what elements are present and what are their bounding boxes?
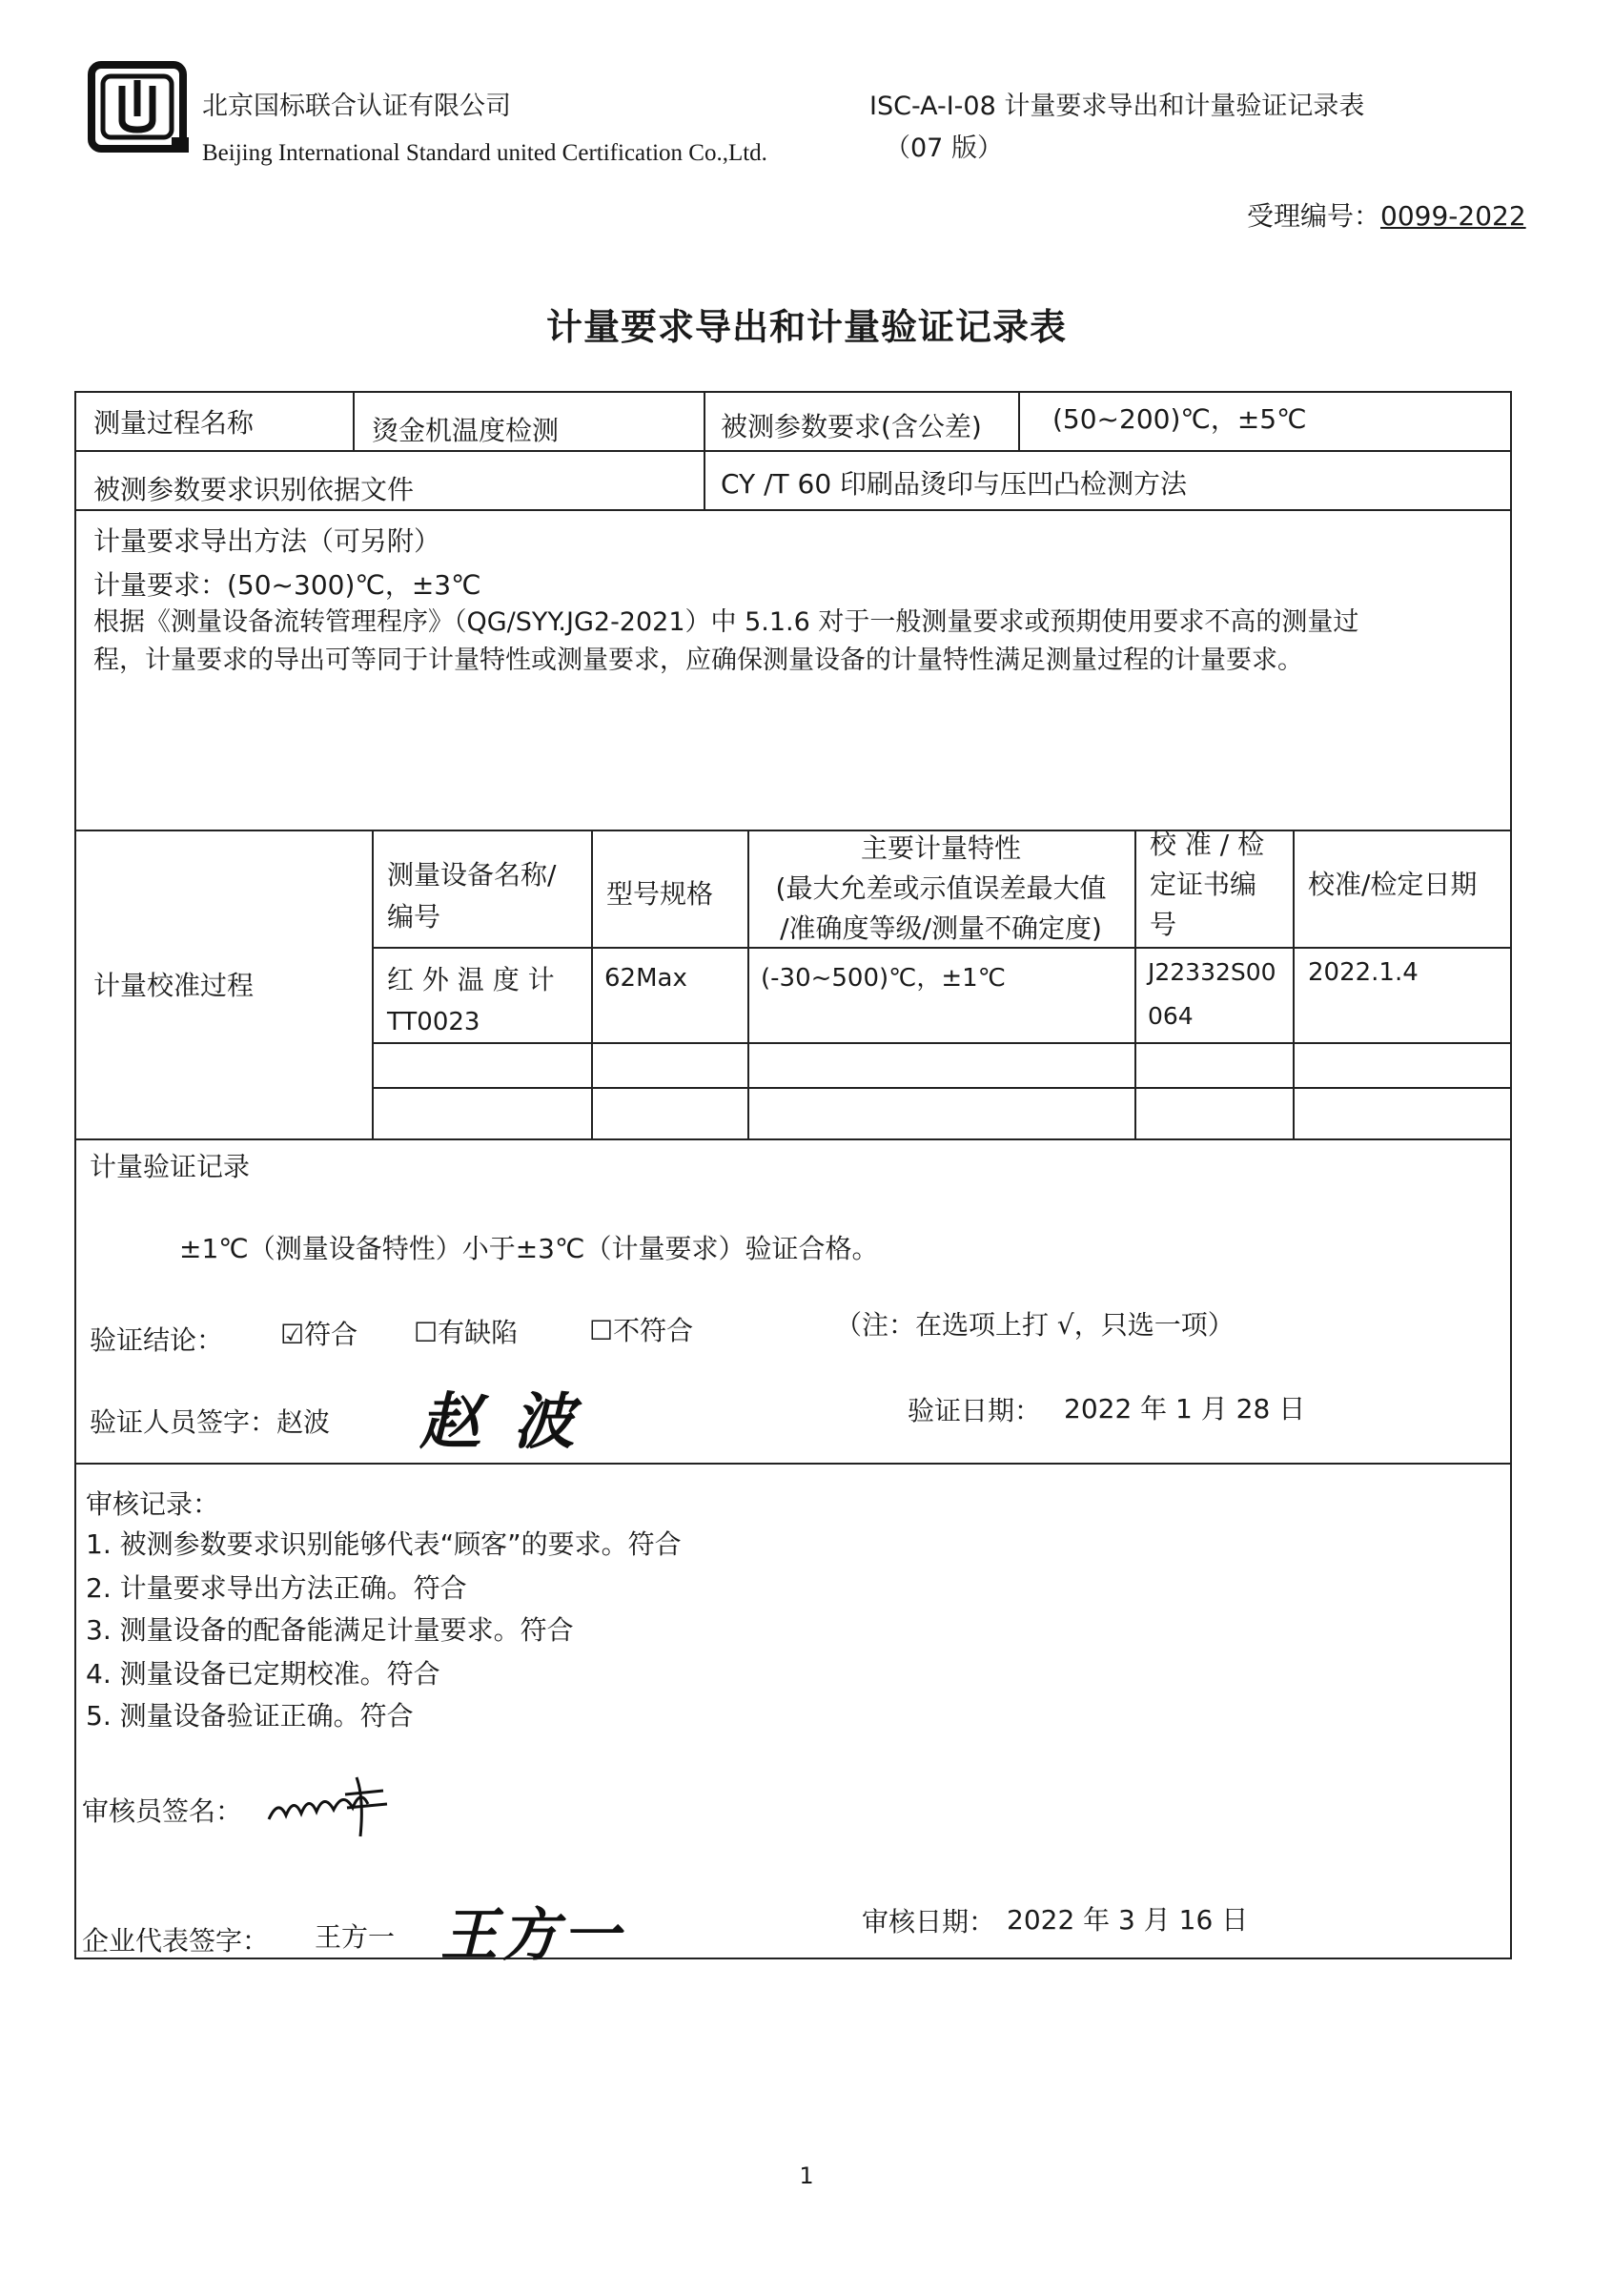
row-divider bbox=[74, 450, 1512, 452]
acceptance-number bbox=[1247, 198, 1526, 235]
representative-name: 王方一 bbox=[315, 1921, 396, 1953]
param-requirement-label: 被测参数要求(含公差) bbox=[721, 411, 982, 442]
row-divider bbox=[372, 1087, 1512, 1089]
row-divider bbox=[74, 1138, 1512, 1140]
derivation-requirement: 计量要求：(50~300)℃，±3℃ bbox=[93, 569, 481, 601]
param-requirement-value: (50~200)℃，±5℃ bbox=[1052, 403, 1307, 435]
selection-note: （注：在选项上打 √，只选一项） bbox=[835, 1309, 1235, 1341]
calibration-section-label: 计量校准过程 bbox=[93, 970, 255, 1001]
review-item: 1. 被测参数要求识别能够代表“顾客”的要求。符合 bbox=[86, 1528, 682, 1560]
acceptance-number-value: 0099-2022 bbox=[1380, 200, 1526, 232]
isc-logo-icon bbox=[88, 61, 191, 156]
auditor-signature bbox=[265, 1770, 398, 1850]
characteristics-header-line3: /准确度等级/测量不确定度) bbox=[780, 912, 1102, 944]
company-name-cn: 北京国标联合认证有限公司 bbox=[202, 92, 511, 121]
verification-heading: 计量验证记录 bbox=[90, 1151, 251, 1182]
review-item: 2. 计量要求导出方法正确。符合 bbox=[86, 1572, 467, 1604]
certificate-header-line2: 定证书编 bbox=[1150, 869, 1257, 900]
page-number: 1 bbox=[799, 2163, 814, 2189]
conclusion-label: 验证结论： bbox=[90, 1324, 224, 1356]
verification-date-value: 2022 年 1 月 28 日 bbox=[1064, 1393, 1306, 1425]
col-divider bbox=[1293, 830, 1295, 1138]
process-name-label: 测量过程名称 bbox=[93, 407, 255, 439]
certificate-header-line3: 号 bbox=[1150, 909, 1177, 940]
derivation-text-line2: 程，计量要求的导出可等同于计量特性或测量要求，应确保测量设备的计量特性满足测量过程的计量要求。 bbox=[93, 646, 1303, 675]
calibration-date: 2022.1.4 bbox=[1308, 958, 1419, 987]
review-date-label: 审核日期： bbox=[862, 1906, 996, 1937]
verifier-signature: 赵 波 bbox=[419, 1386, 581, 1458]
option-fail-checkbox[interactable]: ☐不符合 bbox=[589, 1315, 694, 1346]
option-pass-checkbox[interactable]: ☑符合 bbox=[280, 1319, 358, 1350]
basis-document-label: 被测参数要求识别依据文件 bbox=[93, 474, 415, 505]
review-date-value: 2022 年 3 月 16 日 bbox=[1007, 1904, 1249, 1936]
company-name-en: Beijing International Standard united Certification Co.,Ltd. bbox=[202, 140, 767, 166]
col-divider bbox=[1018, 391, 1020, 450]
form-version: （07 版） bbox=[885, 133, 1003, 163]
derivation-heading: 计量要求导出方法（可另附） bbox=[93, 525, 441, 557]
col-divider bbox=[591, 830, 593, 1138]
col-divider bbox=[1134, 830, 1136, 1138]
equipment-header-line2: 编号 bbox=[387, 901, 441, 933]
model-header: 型号规格 bbox=[606, 878, 714, 910]
col-divider bbox=[704, 391, 705, 509]
equipment-characteristics: (-30~500)℃，±1℃ bbox=[761, 964, 1006, 993]
review-item: 3. 测量设备的配备能满足计量要求。符合 bbox=[86, 1614, 574, 1646]
certificate-header-line1: 校 准 / 检 bbox=[1150, 829, 1265, 860]
acceptance-label: 受理编号： bbox=[1247, 200, 1381, 232]
document-title: 计量要求导出和计量验证记录表 bbox=[545, 306, 1067, 348]
review-heading: 审核记录： bbox=[86, 1488, 220, 1520]
row-divider bbox=[372, 947, 1512, 949]
form-code: ISC-A-I-08 计量要求导出和计量验证记录表 bbox=[869, 92, 1365, 121]
verifier-label: 验证人员签字：赵波 bbox=[90, 1406, 331, 1438]
characteristics-header-line2: (最大允差或示值误差最大值 bbox=[775, 872, 1107, 904]
process-name-value: 烫金机温度检测 bbox=[372, 415, 560, 446]
auditor-label: 审核员签名： bbox=[82, 1795, 243, 1827]
characteristics-header-line1: 主要计量特性 bbox=[860, 832, 1021, 864]
basis-document-value: CY /T 60 印刷品烫印与压凹凸检测方法 bbox=[721, 468, 1188, 500]
row-divider bbox=[74, 1463, 1512, 1465]
representative-label: 企业代表签字： bbox=[82, 1925, 270, 1957]
review-item: 4. 测量设备已定期校准。符合 bbox=[86, 1658, 440, 1690]
verification-statement: ±1℃（测量设备特性）小于±3℃（计量要求）验证合格。 bbox=[179, 1233, 879, 1264]
certificate-number-line2: 064 bbox=[1148, 1002, 1194, 1030]
row-divider bbox=[372, 1042, 1512, 1044]
col-divider bbox=[372, 830, 374, 1138]
verification-date-label: 验证日期： bbox=[908, 1395, 1042, 1426]
equipment-header-line1: 测量设备名称/ bbox=[387, 859, 557, 891]
certificate-number-line1: J22332S00 bbox=[1148, 958, 1276, 986]
option-defect-checkbox[interactable]: ☐有缺陷 bbox=[414, 1317, 519, 1348]
row-divider bbox=[74, 509, 1512, 511]
date-header: 校准/检定日期 bbox=[1308, 869, 1478, 900]
equipment-name: 红 外 温 度 计 bbox=[387, 964, 555, 995]
equipment-number: TT0023 bbox=[387, 1008, 480, 1036]
derivation-text-line1: 根据《测量设备流转管理程序》（QG/SYY.JG2-2021）中 5.1.6 对于一般测量要求或预期使用要求不高的测量过 bbox=[93, 607, 1359, 637]
col-divider bbox=[353, 391, 355, 450]
representative-signature: 王方一 bbox=[440, 1902, 623, 1969]
review-item: 5. 测量设备验证正确。符合 bbox=[86, 1700, 414, 1732]
equipment-model: 62Max bbox=[604, 964, 687, 993]
